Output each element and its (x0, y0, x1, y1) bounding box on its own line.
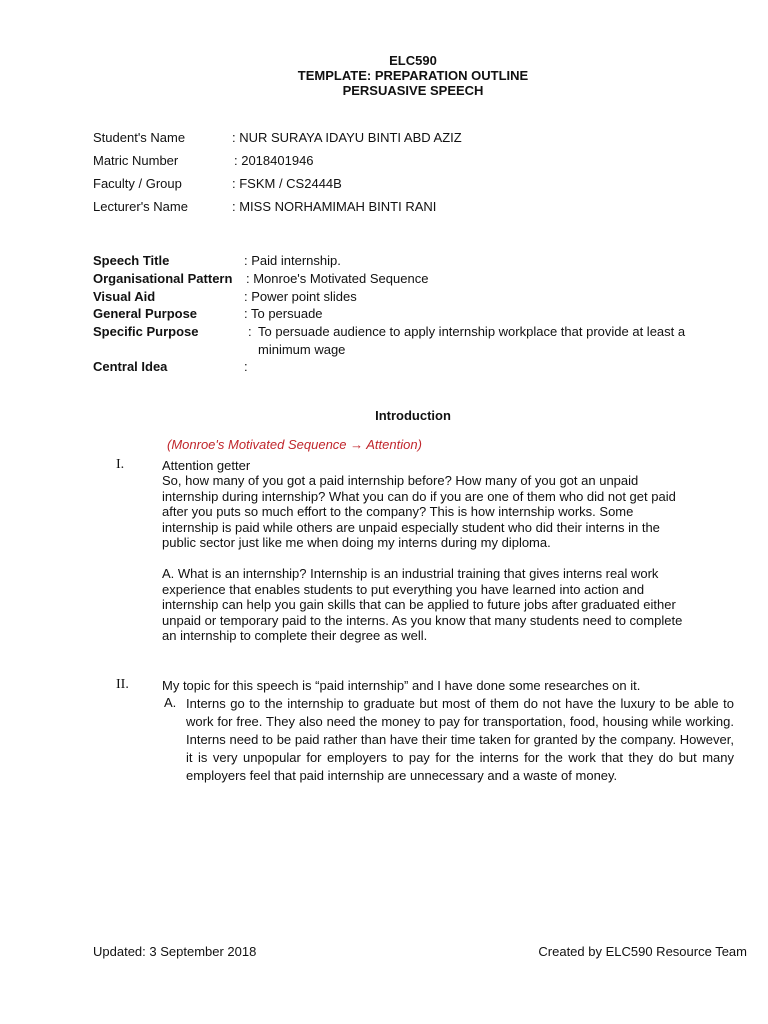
internship-definition-paragraph (162, 566, 734, 644)
specific-purpose-label: Specific Purpose (93, 324, 199, 339)
visual-aid-label: Visual Aid (93, 289, 156, 304)
attention-getter-title: Attention getter (162, 458, 251, 473)
faculty-group-value: : FSKM / CS2444B (232, 176, 342, 191)
student-name-value: : NUR SURAYA IDAYU BINTI ABD AZIZ (232, 130, 462, 145)
definition-line: experience that enables students to put everything you have learned into action and (162, 581, 645, 597)
matric-number-label: Matric Number (93, 153, 179, 168)
student-name-label: Student's Name (93, 130, 186, 145)
footer-created-by: Created by ELC590 Resource Team (538, 944, 747, 959)
attention-line: internship is paid while others are unpaid especially student who did their interns in the (162, 519, 660, 535)
document-template-title: TEMPLATE: PREPARATION OUTLINE (297, 68, 529, 83)
central-idea-label: Central Idea (93, 359, 168, 374)
introduction-heading: Introduction (375, 408, 451, 423)
definition-line: an internship to complete their degree as well. (162, 628, 428, 643)
definition-line: internship can help you gain skills that can be applied to future jobs after graduated either (162, 597, 676, 612)
general-purpose-value: : To persuade (244, 306, 323, 321)
definition-line: unpaid or temporary paid to the interns. As you know that many students need to complete (162, 612, 683, 628)
roman-numeral-two: II. (116, 677, 129, 692)
document-speech-type: PERSUASIVE SPEECH (342, 83, 484, 98)
footer-updated-date: Updated: 3 September 2018 (93, 944, 257, 959)
faculty-group-label: Faculty / Group (93, 176, 182, 191)
organisational-pattern-label: Organisational Pattern (93, 271, 233, 286)
general-purpose-label: General Purpose (93, 306, 198, 321)
speech-title-value: : Paid internship. (244, 253, 341, 268)
attention-getter-paragraph (162, 473, 734, 551)
specific-purpose-value-line1: To persuade audience to apply internship workplace that provide at least a (258, 324, 686, 339)
definition-line: A. What is an internship? Internship is an industrial training that gives interns real work (162, 566, 659, 581)
matric-number-value: : 2018401946 (234, 153, 314, 168)
visual-aid-value: : Power point slides (244, 289, 357, 304)
monroe-sequence-note: (Monroe's Motivated Sequence → Attention) (167, 437, 422, 452)
speech-title-label: Speech Title (93, 253, 170, 268)
sub-point-paragraph: Interns go to the internship to graduate but most of them do not have the luxury to be able to work for free. They also need the money to pay for transportation, food, housing while working. Interns need to be paid rather than have their time taken for granted by the company. However, it is very unpopular for employers to pay for the interns for the work that they do but many employers feel that paid internship are unnecessary and a waste of money. (186, 696, 734, 783)
lecturer-name-value: : MISS NORHAMIMAH BINTI RANI (232, 199, 437, 214)
specific-purpose-colon: : (248, 324, 252, 339)
attention-line: public sector just like me when doing my interns during my diploma. (162, 535, 551, 550)
specific-purpose-value-line2: minimum wage (258, 342, 346, 357)
central-idea-value: : (244, 359, 248, 374)
topic-statement: My topic for this speech is “paid internship” and I have done some researches on it. (162, 678, 641, 693)
sub-point-letter: A. (164, 695, 177, 710)
roman-numeral-one: I. (116, 457, 125, 472)
attention-line: after you puts so much effort to the company? This is how internship works. Some (162, 504, 634, 519)
organisational-pattern-value: : Monroe's Motivated Sequence (246, 271, 429, 286)
lecturer-name-label: Lecturer's Name (93, 199, 188, 214)
document-course-code: ELC590 (389, 53, 437, 68)
attention-line: So, how many of you got a paid internship before? How many of you got an unpaid (162, 473, 639, 488)
attention-line: internship during internship? What you can do if you are one of them who did not get paid (162, 488, 676, 504)
